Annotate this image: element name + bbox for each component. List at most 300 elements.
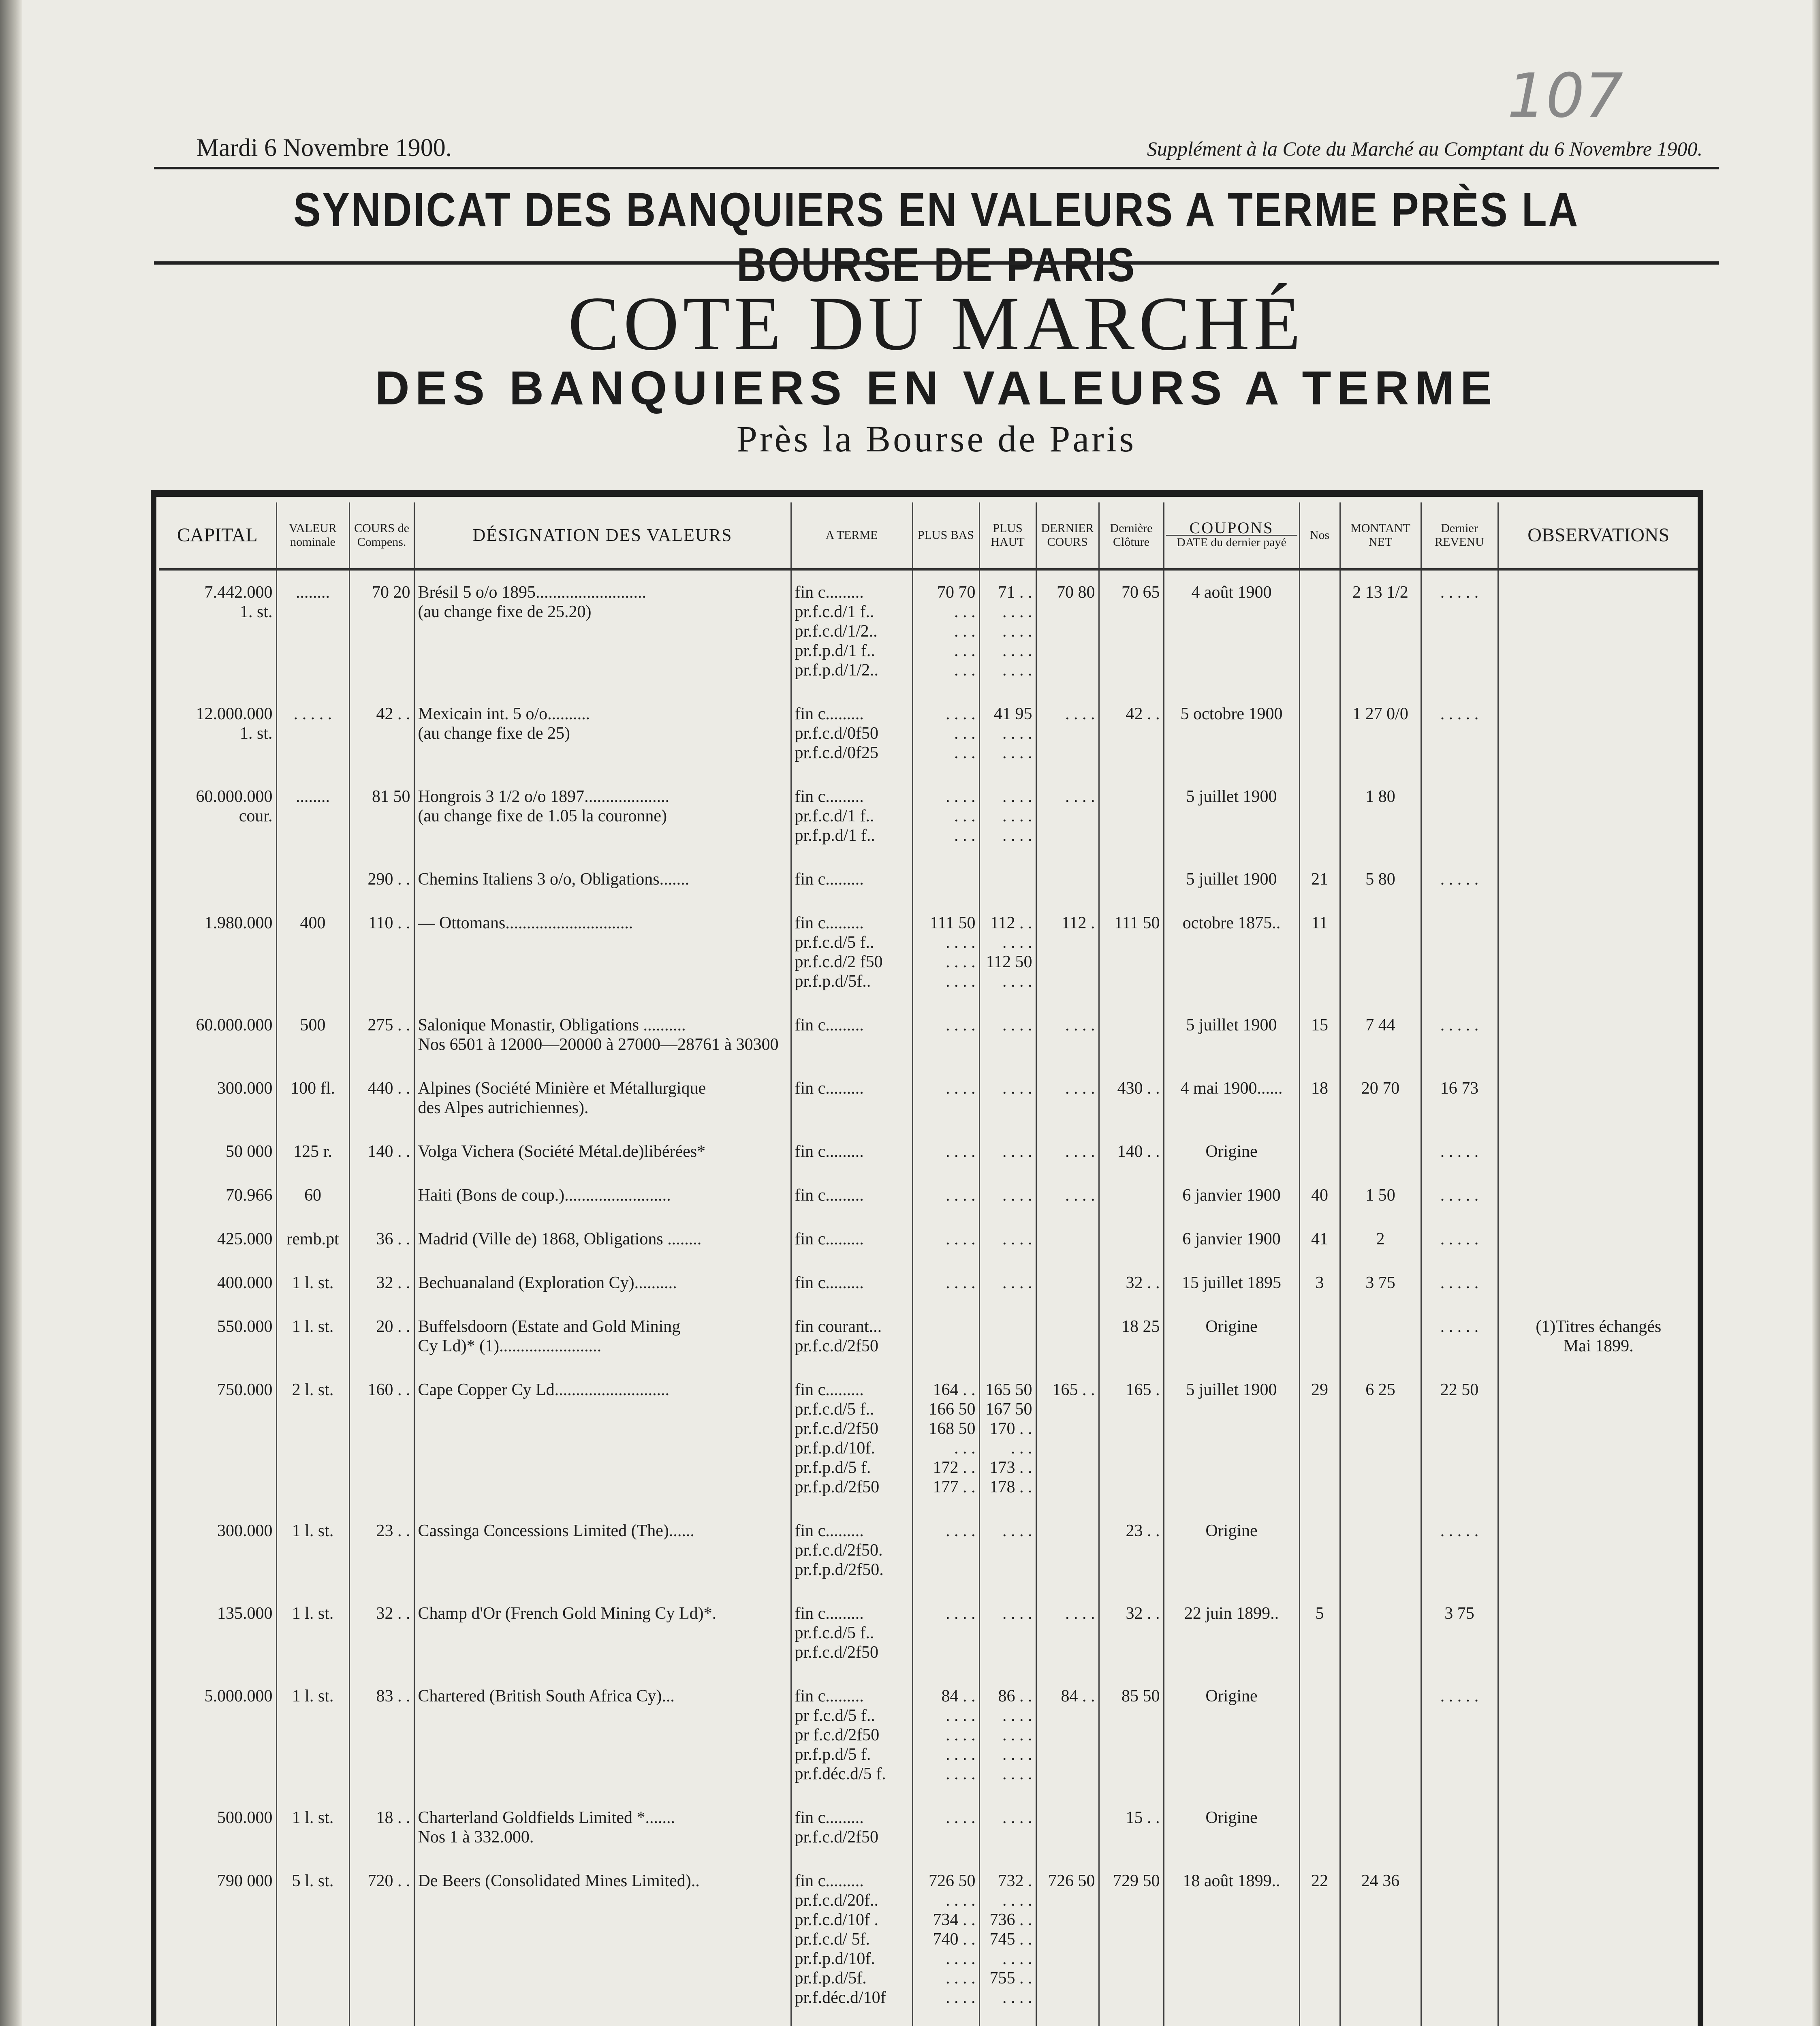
cell-designation bbox=[414, 2020, 791, 2026]
table-row bbox=[159, 1066, 1698, 1130]
cell-coupon-date: Origine bbox=[1164, 1509, 1299, 1592]
col-date-label: DATE du dernier payé bbox=[1177, 536, 1286, 549]
cell-coupon-date: 6 janvier 1900 bbox=[1164, 1173, 1299, 1217]
cell-montant: 24 36 bbox=[1340, 1859, 1421, 2020]
table-row bbox=[159, 1368, 1698, 1509]
cell-derniere-cloture bbox=[1099, 2020, 1164, 2026]
cell-valeur: 1 l. st. bbox=[276, 1592, 349, 1674]
table-row bbox=[159, 1859, 1698, 2020]
cell-montant: 5 80 bbox=[1340, 857, 1421, 901]
table-row bbox=[159, 775, 1698, 857]
cell-capital: 135.000 bbox=[217, 1604, 273, 1623]
cell-observations bbox=[1498, 1003, 1698, 1066]
cell-dernier-cours: . . . . bbox=[1036, 775, 1099, 857]
cell-coupon-date: octobre 1875.. bbox=[1164, 901, 1299, 1003]
table-row bbox=[159, 1305, 1698, 1368]
folio-number: 107 bbox=[1507, 61, 1623, 131]
cell-observations bbox=[1498, 1217, 1698, 1261]
cell-montant bbox=[1340, 901, 1421, 1003]
cell-montant bbox=[1340, 1592, 1421, 1674]
cell-revenu: 22 50 bbox=[1421, 1368, 1498, 1509]
cell-coupon-no bbox=[1299, 1796, 1340, 1859]
cell-plus-bas: . . . . bbox=[912, 1261, 979, 1305]
cell-designation: Chartered (British South Africa Cy)... bbox=[414, 1674, 791, 1796]
cell-montant: 2 bbox=[1340, 1217, 1421, 1261]
cell-revenu bbox=[1421, 1859, 1498, 2020]
cell-plus-haut: 112 . . . . . . 112 50 . . . . bbox=[979, 901, 1036, 1003]
cell-montant: 1 50 bbox=[1340, 1173, 1421, 1217]
cell-cours-comp: 720 . . bbox=[349, 1859, 414, 2020]
cell-dernier-cours bbox=[1036, 857, 1099, 901]
cell-montant: 1 80 bbox=[1340, 775, 1421, 857]
cell-plus-bas: . . . . bbox=[912, 1130, 979, 1173]
cell-plus-bas bbox=[912, 2020, 979, 2026]
cell-capital: 400.000 bbox=[217, 1274, 273, 1292]
table-body bbox=[159, 569, 1698, 2026]
cell-coupon-date: 4 août 1900 bbox=[1164, 569, 1299, 692]
cell-coupon-date: 5 juillet 1900 bbox=[1164, 1003, 1299, 1066]
cell-revenu: . . . . . bbox=[1421, 692, 1498, 775]
cell-observations bbox=[1498, 1674, 1698, 1796]
cell-capital: 750.000 bbox=[217, 1381, 273, 1399]
cell-dernier-cours bbox=[1036, 1305, 1099, 1368]
cell-cours-comp: 36 . . bbox=[349, 1217, 414, 1261]
col-coupon-date bbox=[1164, 502, 1299, 569]
cell-observations bbox=[1498, 569, 1698, 692]
table-row bbox=[159, 1509, 1698, 1592]
cell-revenu: . . . . . bbox=[1421, 1217, 1498, 1261]
cell-revenu: . . . . . bbox=[1421, 1305, 1498, 1368]
cell-observations bbox=[1498, 775, 1698, 857]
cell-observations bbox=[1498, 1261, 1698, 1305]
cell-designation: Buffelsdoorn (Estate and Gold Mining Cy Ld)* (1)........................ bbox=[414, 1305, 791, 1368]
col-no: Nos bbox=[1299, 502, 1340, 569]
cell-montant: 20 70 bbox=[1340, 1066, 1421, 1130]
cell-cours-comp: 275 . . bbox=[349, 1003, 414, 1066]
cell-terme: fin c......... pr.f.c.d/5 f.. pr.f.c.d/2 f50 pr.f.p.d/5f.. bbox=[791, 901, 912, 1003]
col-montant: MONTANT NET bbox=[1340, 502, 1421, 569]
cell-capital: 425.000 bbox=[217, 1230, 273, 1248]
subtitle-location: Près la Bourse de Paris bbox=[736, 418, 1136, 459]
cell-montant: 1 27 0/0 bbox=[1340, 692, 1421, 775]
cell-capital: 70.966 bbox=[226, 1186, 273, 1205]
cell-capital: 50 000 bbox=[226, 1142, 273, 1161]
cell-plus-haut: . . . . bbox=[979, 1066, 1036, 1130]
cell-revenu: . . . . . bbox=[1421, 569, 1498, 692]
cell-plus-haut: . . . . bbox=[979, 1592, 1036, 1674]
cell-dernier-cours: . . . . bbox=[1036, 1066, 1099, 1130]
cell-observations bbox=[1498, 1796, 1698, 1859]
cell-dernier-cours: 70 80 bbox=[1036, 569, 1099, 692]
cell-designation: Hongrois 3 1/2 o/o 1897.................... (au change fixe de 1.05 la couronne) bbox=[414, 775, 791, 857]
cell-capital: 5.000.000 bbox=[204, 1687, 273, 1705]
cell-plus-haut: . . . . bbox=[979, 1796, 1036, 1859]
cell-dernier-cours: 112 . bbox=[1036, 901, 1099, 1003]
cell-coupon-date: 18 août 1899.. bbox=[1164, 1859, 1299, 2020]
cell-valeur: ........ bbox=[276, 775, 349, 857]
cell-cours-comp: 110 . . bbox=[349, 901, 414, 1003]
col-cours-comp: COURS de Compens. bbox=[349, 502, 414, 569]
cell-plus-bas: . . . . bbox=[912, 1796, 979, 1859]
cell-derniere-cloture: 42 . . bbox=[1099, 692, 1164, 775]
cell-derniere-cloture: 32 . . bbox=[1099, 1592, 1164, 1674]
cell-revenu bbox=[1421, 1796, 1498, 1859]
cell-plus-haut bbox=[979, 2020, 1036, 2026]
cell-coupon-date bbox=[1164, 2020, 1299, 2026]
cell-observations bbox=[1498, 1859, 1698, 2020]
cell-montant bbox=[1340, 1796, 1421, 1859]
cell-dernier-cours: . . . . bbox=[1036, 1003, 1099, 1066]
cell-dernier-cours: . . . . bbox=[1036, 1592, 1099, 1674]
coupons-group-label: COUPONS bbox=[1166, 521, 1297, 536]
cell-plus-bas: . . . . . . . . . . bbox=[912, 692, 979, 775]
cell-montant bbox=[1340, 2020, 1421, 2026]
cell-terme bbox=[791, 2020, 912, 2026]
cell-terme: fin c......... pr.f.c.d/1 f.. pr.f.p.d/1 f.. bbox=[791, 775, 912, 857]
col-observations: OBSERVATIONS bbox=[1498, 502, 1698, 569]
cell-cours-comp: 42 . . bbox=[349, 692, 414, 775]
cell-derniere-cloture: 165 . bbox=[1099, 1368, 1164, 1509]
cell-capital bbox=[159, 857, 276, 901]
cell-valeur: 5 l. st. bbox=[276, 1859, 349, 2020]
cell-terme: fin c......... bbox=[791, 857, 912, 901]
cell-capital: 500.000 bbox=[217, 1808, 273, 1827]
cell-derniere-cloture: 15 . . bbox=[1099, 1796, 1164, 1859]
cell-coupon-date: Origine bbox=[1164, 1796, 1299, 1859]
cell-observations bbox=[1498, 1173, 1698, 1217]
cell-dernier-cours bbox=[1036, 2020, 1099, 2026]
cell-dernier-cours bbox=[1036, 1217, 1099, 1261]
cell-designation: De Beers (Consolidated Mines Limited).. bbox=[414, 1859, 791, 2020]
cell-derniere-cloture: 85 50 bbox=[1099, 1674, 1164, 1796]
cell-coupon-no bbox=[1299, 1674, 1340, 1796]
cell-terme: fin c......... bbox=[791, 1217, 912, 1261]
cell-coupon-date: 5 juillet 1900 bbox=[1164, 775, 1299, 857]
cell-dernier-cours: 726 50 bbox=[1036, 1859, 1099, 2020]
subtitle: DES BANQUIERS EN VALEURS A TERME bbox=[375, 361, 1498, 415]
cell-plus-haut: 41 95 . . . . . . . . bbox=[979, 692, 1036, 775]
cell-coupon-date: 15 juillet 1895 bbox=[1164, 1261, 1299, 1305]
cell-terme: fin c......... bbox=[791, 1130, 912, 1173]
cell-terme: fin c......... bbox=[791, 1066, 912, 1130]
header-date: Mardi 6 Novembre 1900. bbox=[197, 134, 452, 162]
cell-plus-haut: . . . . bbox=[979, 1261, 1036, 1305]
cell-derniere-cloture bbox=[1099, 775, 1164, 857]
cell-plus-haut: 86 . . . . . . . . . . . . . . . . . . bbox=[979, 1674, 1036, 1796]
cell-plus-haut: . . . . bbox=[979, 1130, 1036, 1173]
cell-coupon-no bbox=[1299, 1509, 1340, 1592]
cell-terme: fin courant... pr.f.c.d/2f50 bbox=[791, 1305, 912, 1368]
cell-derniere-cloture bbox=[1099, 1217, 1164, 1261]
cell-plus-bas: . . . . . . . . . . bbox=[912, 775, 979, 857]
cell-coupon-date: 5 juillet 1900 bbox=[1164, 857, 1299, 901]
cell-derniere-cloture: 430 . . bbox=[1099, 1066, 1164, 1130]
cell-coupon-date: Origine bbox=[1164, 1305, 1299, 1368]
table-row bbox=[159, 1173, 1698, 1217]
col-derniere-cloture: Dernière Clôture bbox=[1099, 502, 1164, 569]
cell-capital: 12.000.000 1. st. bbox=[196, 705, 273, 743]
cell-revenu bbox=[1421, 901, 1498, 1003]
cell-derniere-cloture: 140 . . bbox=[1099, 1130, 1164, 1173]
cell-terme: fin c......... bbox=[791, 1261, 912, 1305]
cell-plus-haut: . . . . . . . . . . . . bbox=[979, 775, 1036, 857]
cell-observations bbox=[1498, 1509, 1698, 1592]
cell-plus-bas bbox=[912, 857, 979, 901]
cell-montant: 7 44 bbox=[1340, 1003, 1421, 1066]
col-valeur: VALEUR nominale bbox=[276, 502, 349, 569]
book-spine bbox=[0, 0, 22, 2026]
cell-designation: — Ottomans.............................. bbox=[414, 901, 791, 1003]
cell-coupon-no: 29 bbox=[1299, 1368, 1340, 1509]
cell-observations: (1)Titres échangés Mai 1899. bbox=[1498, 1305, 1698, 1368]
cell-cours-comp: 83 . . bbox=[349, 1674, 414, 1796]
cell-observations bbox=[1498, 692, 1698, 775]
table-row bbox=[159, 2020, 1698, 2026]
cell-plus-bas bbox=[912, 1305, 979, 1368]
cell-capital: 60.000.000 cour. bbox=[196, 787, 273, 825]
header-rule bbox=[154, 167, 1719, 169]
syndicat-title: SYNDICAT DES BANQUIERS EN VALEURS A TERME PRÈS LA BOURSE DE PARIS bbox=[293, 183, 1579, 292]
cell-revenu: 3 75 bbox=[1421, 1592, 1498, 1674]
cell-plus-haut bbox=[979, 1305, 1036, 1368]
cell-coupon-date: 6 janvier 1900 bbox=[1164, 1217, 1299, 1261]
col-capital: CAPITAL bbox=[159, 502, 276, 569]
cell-terme: fin c......... pr.f.c.d/5 f.. pr.f.c.d/2f50 bbox=[791, 1592, 912, 1674]
cell-cours-comp: 160 . . bbox=[349, 1368, 414, 1509]
table-row bbox=[159, 857, 1698, 901]
cell-cours-comp bbox=[349, 1173, 414, 1217]
col-plus-haut: PLUS HAUT bbox=[979, 502, 1036, 569]
cell-observations bbox=[1498, 1130, 1698, 1173]
cell-designation: Bechuanaland (Exploration Cy).......... bbox=[414, 1261, 791, 1305]
table-row bbox=[159, 569, 1698, 692]
cell-revenu: 16 73 bbox=[1421, 1066, 1498, 1130]
cell-designation: Salonique Monastir, Obligations .......... Nos 6501 à 12000—20000 à 27000—28761 à 30300 bbox=[414, 1003, 791, 1066]
table-row bbox=[159, 1796, 1698, 1859]
cell-plus-bas: . . . . bbox=[912, 1173, 979, 1217]
cell-valeur: remb.pt bbox=[276, 1217, 349, 1261]
col-dernier-cours: DERNIER COURS bbox=[1036, 502, 1099, 569]
cell-valeur: 100 fl. bbox=[276, 1066, 349, 1130]
cell-derniere-cloture: 70 65 bbox=[1099, 569, 1164, 692]
cell-terme: fin c......... bbox=[791, 1003, 912, 1066]
cell-coupon-date: 5 octobre 1900 bbox=[1164, 692, 1299, 775]
cell-plus-haut: 165 50 167 50 170 . . . . . 173 . . 178 . . bbox=[979, 1368, 1036, 1509]
cell-capital: 60.000.000 bbox=[196, 1016, 273, 1034]
cell-capital: 300.000 bbox=[217, 1522, 273, 1540]
cell-coupon-no bbox=[1299, 2020, 1340, 2026]
cell-derniere-cloture: 23 . . bbox=[1099, 1509, 1164, 1592]
cell-dernier-cours: . . . . bbox=[1036, 1173, 1099, 1217]
cell-revenu: . . . . . bbox=[1421, 1674, 1498, 1796]
cell-designation: Mexicain int. 5 o/o.......... (au change fixe de 25) bbox=[414, 692, 791, 775]
cell-coupon-date: 5 juillet 1900 bbox=[1164, 1368, 1299, 1509]
cell-designation: Charterland Goldfields Limited *....... Nos 1 à 332.000. bbox=[414, 1796, 791, 1859]
cell-plus-haut: . . . . bbox=[979, 1217, 1036, 1261]
cell-revenu: . . . . . bbox=[1421, 1130, 1498, 1173]
cell-revenu: . . . . . bbox=[1421, 1003, 1498, 1066]
cell-montant bbox=[1340, 1509, 1421, 1592]
page-edge bbox=[1812, 0, 1820, 2026]
cell-valeur: 1 l. st. bbox=[276, 1261, 349, 1305]
cell-plus-haut: . . . . bbox=[979, 1173, 1036, 1217]
cell-plus-bas: 70 70 . . . . . . . . . . . . bbox=[912, 569, 979, 692]
cell-coupon-no bbox=[1299, 775, 1340, 857]
cell-coupon-no: 18 bbox=[1299, 1066, 1340, 1130]
table-header-row bbox=[159, 502, 1698, 569]
cell-dernier-cours bbox=[1036, 1261, 1099, 1305]
cell-cours-comp: 70 20 bbox=[349, 569, 414, 692]
cell-cours-comp: 440 . . bbox=[349, 1066, 414, 1130]
cell-designation: Brésil 5 o/o 1895.......................... (au change fixe de 25.20) bbox=[414, 569, 791, 692]
cell-plus-haut: 71 . . . . . . . . . . . . . . . . . . bbox=[979, 569, 1036, 692]
cell-terme: fin c......... pr.f.c.d/1 f.. pr.f.c.d/1/2.. pr.f.p.d/1 f.. pr.f.p.d/1/2.. bbox=[791, 569, 912, 692]
cell-capital: 7.442.000 1. st. bbox=[204, 583, 273, 621]
cell-designation: Madrid (Ville de) 1868, Obligations ........ bbox=[414, 1217, 791, 1261]
cell-montant: 2 13 1/2 bbox=[1340, 569, 1421, 692]
col-revenu: Dernier REVENU bbox=[1421, 502, 1498, 569]
cell-capital: 1.980.000 bbox=[204, 914, 273, 932]
cell-dernier-cours bbox=[1036, 1509, 1099, 1592]
cell-plus-haut: . . . . bbox=[979, 1003, 1036, 1066]
cell-coupon-date: 22 juin 1899.. bbox=[1164, 1592, 1299, 1674]
col-designation: DÉSIGNATION DES VALEURS bbox=[414, 502, 791, 569]
cell-terme: fin c......... pr.f.c.d/20f.. pr.f.c.d/10f . pr.f.c.d/ 5f. pr.f.p.d/10f. pr.f.p.d/5f. pr.f.déc.d/10f bbox=[791, 1859, 912, 2020]
cell-coupon-no: 5 bbox=[1299, 1592, 1340, 1674]
cell-designation: Haiti (Bons de coup.)......................... bbox=[414, 1173, 791, 1217]
cell-derniere-cloture: 18 25 bbox=[1099, 1305, 1164, 1368]
cell-dernier-cours bbox=[1036, 1796, 1099, 1859]
cell-plus-bas: . . . . bbox=[912, 1066, 979, 1130]
cell-valeur bbox=[276, 2020, 349, 2026]
cell-capital bbox=[159, 2020, 276, 2026]
table-row bbox=[159, 692, 1698, 775]
cell-coupon-no: 3 bbox=[1299, 1261, 1340, 1305]
table-row bbox=[159, 1592, 1698, 1674]
cell-observations bbox=[1498, 2020, 1698, 2026]
cell-designation: Volga Vichera (Société Métal.de)libérées* bbox=[414, 1130, 791, 1173]
main-title: COTE DU MARCHÉ bbox=[568, 281, 1305, 366]
cell-observations bbox=[1498, 1066, 1698, 1130]
cell-dernier-cours: 84 . . bbox=[1036, 1674, 1099, 1796]
cell-coupon-no: 11 bbox=[1299, 901, 1340, 1003]
cell-valeur: 60 bbox=[276, 1173, 349, 1217]
table-row bbox=[159, 901, 1698, 1003]
cell-coupon-date: Origine bbox=[1164, 1674, 1299, 1796]
cell-plus-haut: 732 . . . . . 736 . . 745 . . . . . . 755 . . . . . . bbox=[979, 1859, 1036, 2020]
cell-coupon-no: 15 bbox=[1299, 1003, 1340, 1066]
cell-valeur: 1 l. st. bbox=[276, 1796, 349, 1859]
cell-plus-bas: . . . . bbox=[912, 1509, 979, 1592]
cell-plus-bas: 84 . . . . . . . . . . . . . . . . . . bbox=[912, 1674, 979, 1796]
col-terme: A TERME bbox=[791, 502, 912, 569]
cell-derniere-cloture: 729 50 bbox=[1099, 1859, 1164, 2020]
cell-plus-bas: 111 50 . . . . . . . . . . . . bbox=[912, 901, 979, 1003]
cell-valeur: 125 r. bbox=[276, 1130, 349, 1173]
quotation-table bbox=[159, 502, 1698, 2026]
cell-plus-bas: 726 50 . . . . 734 . . 740 . . . . . . . . . . . . . . bbox=[912, 1859, 979, 2020]
cell-designation: Cape Copper Cy Ld........................... bbox=[414, 1368, 791, 1509]
cell-cours-comp: 32 . . bbox=[349, 1261, 414, 1305]
cell-valeur: 1 l. st. bbox=[276, 1509, 349, 1592]
cell-revenu: . . . . . bbox=[1421, 1173, 1498, 1217]
cell-coupon-date: Origine bbox=[1164, 1130, 1299, 1173]
cell-capital: 550.000 bbox=[217, 1317, 273, 1336]
cell-valeur: 400 bbox=[276, 901, 349, 1003]
cell-observations bbox=[1498, 857, 1698, 901]
cell-valeur: . . . . . bbox=[276, 692, 349, 775]
cell-coupon-no bbox=[1299, 692, 1340, 775]
cell-revenu: . . . . . bbox=[1421, 1261, 1498, 1305]
cell-observations bbox=[1498, 901, 1698, 1003]
header-supplement: Supplément à la Cote du Marché au Comptant du 6 Novembre 1900. bbox=[1147, 137, 1703, 160]
cell-cours-comp: 32 . . bbox=[349, 1592, 414, 1674]
cell-coupon-no: 40 bbox=[1299, 1173, 1340, 1217]
cell-designation: Champ d'Or (French Gold Mining Cy Ld)*. bbox=[414, 1592, 791, 1674]
cell-cours-comp: 20 . . bbox=[349, 1305, 414, 1368]
cell-coupon-no bbox=[1299, 1305, 1340, 1368]
cell-cours-comp: 81 50 bbox=[349, 775, 414, 857]
cell-montant bbox=[1340, 1305, 1421, 1368]
cell-coupon-no: 21 bbox=[1299, 857, 1340, 901]
cell-derniere-cloture: 32 . . bbox=[1099, 1261, 1164, 1305]
cell-valeur: 1 l. st. bbox=[276, 1674, 349, 1796]
cell-derniere-cloture bbox=[1099, 857, 1164, 901]
table-row bbox=[159, 1674, 1698, 1796]
cell-plus-bas: . . . . bbox=[912, 1592, 979, 1674]
cell-revenu bbox=[1421, 2020, 1498, 2026]
cell-capital: 300.000 bbox=[217, 1079, 273, 1098]
cell-montant: 6 25 bbox=[1340, 1368, 1421, 1509]
cell-dernier-cours: . . . . bbox=[1036, 692, 1099, 775]
cell-cours-comp: 140 . . bbox=[349, 1130, 414, 1173]
cell-plus-bas: 164 . . 166 50 168 50 . . . 172 . . 177 . . bbox=[912, 1368, 979, 1509]
cell-terme: fin c......... bbox=[791, 1173, 912, 1217]
col-plus-bas: PLUS BAS bbox=[912, 502, 979, 569]
cell-dernier-cours: 165 . . bbox=[1036, 1368, 1099, 1509]
cell-plus-bas: . . . . bbox=[912, 1003, 979, 1066]
cell-montant bbox=[1340, 1674, 1421, 1796]
cell-coupon-date: 4 mai 1900...... bbox=[1164, 1066, 1299, 1130]
cell-observations bbox=[1498, 1592, 1698, 1674]
cell-designation: Cassinga Concessions Limited (The)...... bbox=[414, 1509, 791, 1592]
cell-terme: fin c......... pr.f.c.d/2f50. pr.f.p.d/2f50. bbox=[791, 1509, 912, 1592]
cell-plus-haut bbox=[979, 857, 1036, 901]
cell-valeur: 2 l. st. bbox=[276, 1368, 349, 1509]
cell-terme: fin c......... pr.f.c.d/0f50 pr.f.c.d/0f25 bbox=[791, 692, 912, 775]
cell-revenu bbox=[1421, 775, 1498, 857]
cell-plus-haut: . . . . bbox=[979, 1509, 1036, 1592]
table-row bbox=[159, 1217, 1698, 1261]
cell-cours-comp bbox=[349, 2020, 414, 2026]
cell-capital: 790 000 bbox=[217, 1872, 273, 1890]
cell-revenu: . . . . . bbox=[1421, 1509, 1498, 1592]
cell-coupon-no: 41 bbox=[1299, 1217, 1340, 1261]
table-row bbox=[159, 1261, 1698, 1305]
cell-terme: fin c......... pr f.c.d/5 f.. pr f.c.d/2f50 pr.f.p.d/5 f. pr.f.déc.d/5 f. bbox=[791, 1674, 912, 1796]
title-rule bbox=[154, 261, 1719, 265]
cell-valeur: 1 l. st. bbox=[276, 1305, 349, 1368]
cell-observations bbox=[1498, 1368, 1698, 1509]
cell-cours-comp: 290 . . bbox=[349, 857, 414, 901]
cell-cours-comp: 23 . . bbox=[349, 1509, 414, 1592]
cell-plus-bas: . . . . bbox=[912, 1217, 979, 1261]
cell-montant: 3 75 bbox=[1340, 1261, 1421, 1305]
cell-dernier-cours: . . . . bbox=[1036, 1130, 1099, 1173]
cell-coupon-no bbox=[1299, 569, 1340, 692]
cell-terme: fin c......... pr.f.c.d/5 f.. pr.f.c.d/2f50 pr.f.p.d/10f. pr.f.p.d/5 f. pr.f.p.d/2f50 bbox=[791, 1368, 912, 1509]
cell-valeur: 500 bbox=[276, 1003, 349, 1066]
